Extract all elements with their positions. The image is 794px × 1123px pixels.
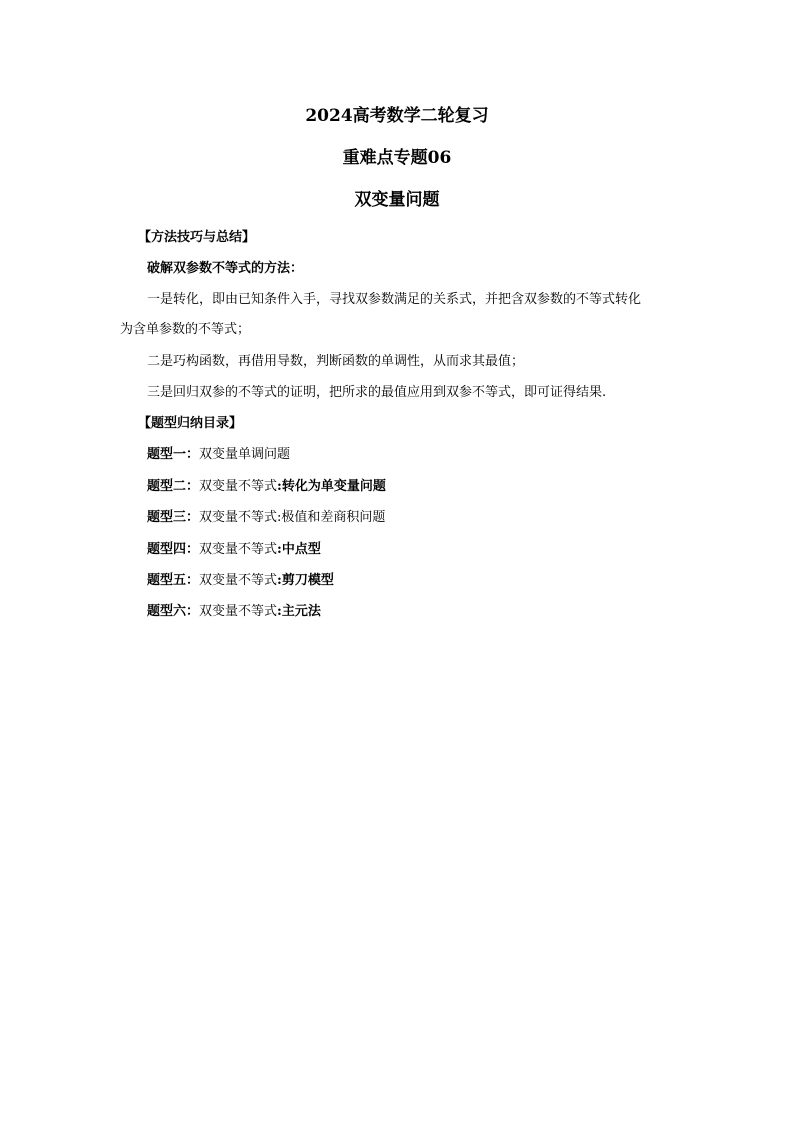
- catalog-item-subtitle: :转化为单变量问题: [277, 479, 386, 494]
- topic-title: 双变量问题: [354, 190, 440, 210]
- method-point-1-continued: 为含单参数的不等式；: [120, 322, 251, 337]
- catalog-item-label: 题型四：: [147, 542, 200, 557]
- catalog-item-label: 题型五：: [147, 573, 200, 588]
- document-subtitle: 重难点专题06: [342, 148, 452, 168]
- catalog-item-label: 题型一：: [147, 447, 200, 462]
- document-title: 2024高考数学二轮复习: [305, 106, 489, 126]
- catalog-item-label: 题型三：: [147, 510, 200, 525]
- catalog-item-subtitle: :主元法: [277, 604, 321, 619]
- catalog-item-subtitle: :中点型: [277, 542, 321, 557]
- catalog-item-text: 双变量不等式: [199, 542, 278, 557]
- catalog-item[interactable]: [147, 508, 385, 528]
- catalog-item-label: 题型二：: [147, 479, 200, 494]
- catalog-item-subtitle: :极值和差商积问题: [277, 510, 386, 525]
- catalog-heading: 【题型归纳目录】: [138, 416, 243, 431]
- catalog-item[interactable]: [147, 540, 321, 560]
- catalog-item[interactable]: [147, 571, 334, 591]
- catalog-item-text: 双变量不等式: [199, 604, 278, 619]
- method-point-3: 三是回归双参的不等式的证明，把所求的最值应用到双参不等式，即可证得结果.: [147, 385, 607, 400]
- catalog-item-text: 双变量不等式: [199, 573, 278, 588]
- catalog-item[interactable]: [147, 477, 386, 497]
- method-subheading: 破解双参数不等式的方法：: [147, 261, 304, 276]
- method-heading: 【方法技巧与总结】: [138, 230, 256, 245]
- catalog-item-text: 双变量不等式: [199, 510, 278, 525]
- method-point-1: 一是转化，即由已知条件入手，寻找双参数满足的关系式，并把含双参数的不等式转化: [147, 292, 642, 307]
- method-point-2: 二是巧构函数，再借用导数，判断函数的单调性，从而求其最值；: [147, 354, 525, 369]
- catalog-item-label: 题型六：: [147, 604, 200, 619]
- catalog-item[interactable]: [147, 602, 321, 622]
- catalog-item-text: 双变量不等式: [199, 479, 278, 494]
- catalog-item[interactable]: [147, 445, 290, 465]
- catalog-item-subtitle: :剪刀模型: [277, 573, 334, 588]
- catalog-item-text: 双变量单调问题: [199, 447, 291, 462]
